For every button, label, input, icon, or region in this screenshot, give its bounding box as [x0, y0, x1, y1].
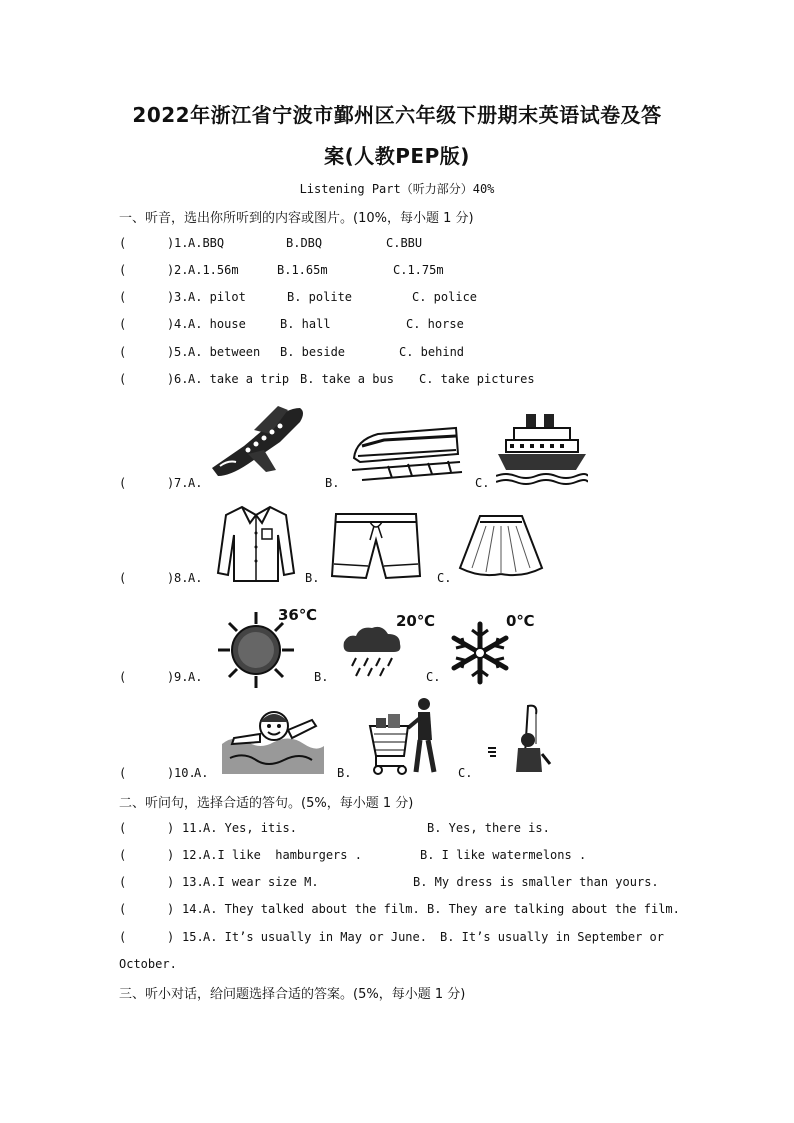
q4-option-b: B. hall: [280, 317, 331, 331]
section1-heading: 一、听音，选出你所听到的内容或图片。(10%，每小题 1 分): [119, 211, 474, 226]
question-5: ( ) 5. A. between B. beside C. behind: [119, 345, 465, 359]
q11-option-a: A. Yes, itis.: [203, 821, 297, 835]
document-title-line1: 2022年浙江省宁波市鄞州区六年级下册期末英语试卷及答: [132, 103, 662, 127]
q15-option-b: B. It’s usually in September or: [440, 930, 664, 944]
skirt-icon: [458, 512, 544, 580]
q3-option-a: A. pilot: [188, 290, 246, 304]
q2-option-b: B.1.65m: [277, 263, 328, 277]
question-15-continued: October.: [119, 957, 177, 971]
q6-option-b: B. take a bus: [300, 372, 394, 386]
question-2: ( ) 2. A.1.56m B.1.65m C.1.75m: [119, 263, 444, 277]
rain-icon: [340, 622, 406, 680]
plane-icon: [208, 402, 308, 480]
q5-option-b: B. beside: [280, 345, 346, 359]
fishing-kid-icon: [484, 704, 554, 774]
shorts-icon: [330, 510, 422, 582]
q1-option-c: C.BBU: [386, 236, 423, 250]
q13-option-a: A.I wear size M.: [203, 875, 319, 889]
q5-option-c: C. behind: [399, 345, 465, 359]
temp-36: 36℃: [278, 606, 318, 624]
question-9: ( ) 9. A. B. C.: [119, 670, 441, 684]
q4-option-c: C. horse: [406, 317, 464, 331]
question-4: ( ) 4. A. house B. hall C. horse: [119, 317, 464, 331]
q1-option-b: B.DBQ: [286, 236, 323, 250]
document-title-line2: 案(人教PEP版): [324, 144, 470, 168]
q14-option-a: A. They talked about the film.: [203, 902, 420, 916]
train-icon: [348, 418, 464, 482]
q13-option-b: B. My dress is smaller than yours.: [413, 875, 659, 889]
shirt-icon: [216, 503, 296, 583]
q14-option-b: B. They are talking about the film.: [427, 902, 680, 916]
q3-option-c: C. police: [412, 290, 478, 304]
q6-option-a: A. take a trip: [188, 372, 290, 386]
question-7: ( ) 7. A. B. C.: [119, 476, 490, 490]
question-6: ( ) 6. A. take a trip B. take a bus C. take pictures: [119, 372, 535, 386]
question-15: ( ) 15. A. It’s usually in May or June. B. It’s usually in September or: [119, 930, 664, 944]
q2-option-a: A.1.56m: [188, 263, 239, 277]
listening-part-heading: Listening Part（听力部分）40%: [299, 182, 495, 196]
q11-option-b: B. Yes, there is.: [427, 821, 550, 835]
q12-option-b: B. I like watermelons .: [420, 848, 587, 862]
section2-heading: 二、听问句，选择合适的答句。(5%，每小题 1 分): [119, 796, 414, 811]
q2-option-c: C.1.75m: [393, 263, 444, 277]
question-11: ( ) 11. A. Yes, itis. B. Yes, there is.: [119, 821, 550, 835]
question-10: ( ) 10. A. B. C.: [119, 766, 473, 780]
question-13: ( ) 13. A.I wear size M. B. My dress is smaller than yours.: [119, 875, 659, 889]
q15-option-a: A. It’s usually in May or June.: [203, 930, 427, 944]
shopping-cart-man-icon: [368, 696, 442, 776]
question-12: ( ) 12. A.I like hamburgers . B. I like watermelons .: [119, 848, 587, 862]
section3-heading: 三、听小对话，给问题选择合适的答案。(5%，每小题 1 分): [119, 987, 466, 1002]
q4-option-a: A. house: [188, 317, 246, 331]
q12-option-a: A.I like hamburgers .: [203, 848, 362, 862]
question-3: ( ) 3. A. pilot B. polite C. police: [119, 290, 478, 304]
temp-0: 0℃: [506, 612, 535, 630]
question-14: ( ) 14. A. They talked about the film. B. They are talking about the film.: [119, 902, 680, 916]
q6-option-c: C. take pictures: [419, 372, 535, 386]
q3-option-b: B. polite: [287, 290, 353, 304]
snowflake-icon: [446, 620, 514, 686]
ship-icon: [496, 408, 588, 486]
q1-option-a: A.BBQ: [188, 236, 225, 250]
swimming-boy-icon: [220, 704, 326, 776]
question-8: ( ) 8. A. B. C.: [119, 571, 452, 585]
q5-option-a: A. between: [188, 345, 261, 359]
temp-20: 20℃: [396, 612, 436, 630]
question-1: ( ) 1. A.BBQ B.DBQ C.BBU: [119, 236, 423, 250]
